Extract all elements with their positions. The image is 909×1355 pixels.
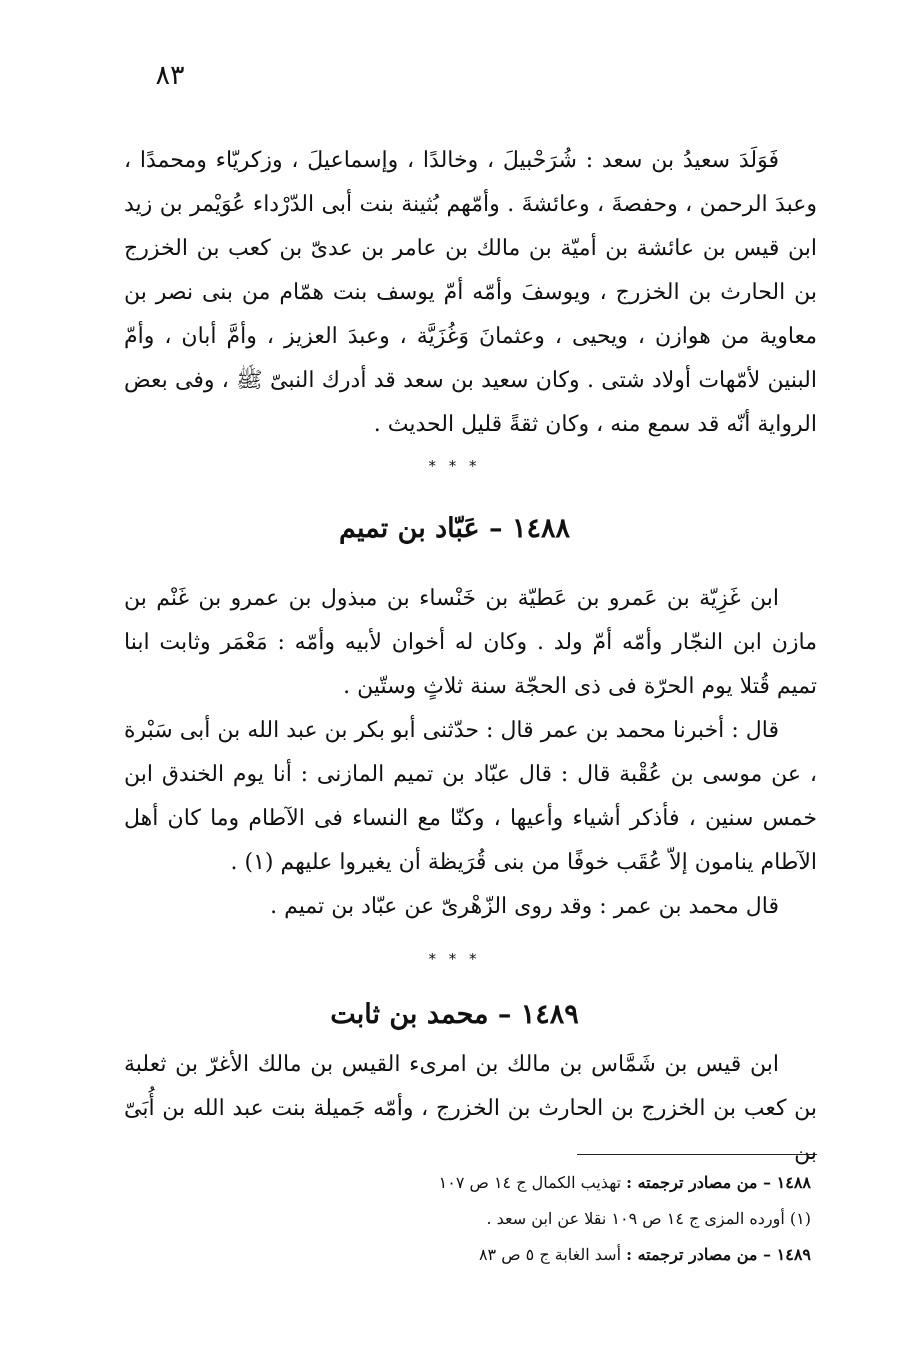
paragraph-text: قال محمد بن عمر : وقد روى الزّهْرىّ عن عبّاد بن تميم . [270, 894, 779, 919]
section-separator: * * * [428, 457, 481, 475]
paragraph-abbad-zuhri [124, 885, 817, 929]
entry-heading-1489: ١٤٨٩ – محمد بن ثابت [330, 999, 579, 1030]
footnote-1489 [124, 1237, 811, 1273]
paragraph-text: ابن غَزِيّة بن عَمرو بن عَطيّة بن خَنْساء بن مبذول بن عمرو بن غَنْم بن مازن ابن النجّار وأمّه أمّ ولد . وكان له أخوان لأبيه وأمّه : مَعْمَر وثابت ابنا تميم قُتلا يوم الحرّة فى ذى الحجّة سنة ثلاثٍ وستّين . [124, 586, 817, 699]
footnotes [124, 1165, 811, 1273]
footnote-text: أسد الغابة ج ٥ ص ٨٣ [478, 1245, 627, 1264]
footnote-1488 [124, 1165, 811, 1201]
paragraph-muhammad-lineage [124, 1043, 817, 1175]
paragraph-text: قال : أخبرنا محمد بن عمر قال : حدّثنى أبو بكر بن عبد الله بن أبى سَبْرة ، عن موسى بن عُقْبة قال : قال عبّاد بن تميم المازنى : أنا يوم الخندق ابن خمس سنين ، فأذكر أشياء وأعيها ، وكنّا مع النساء فى الآطام وما كان أهل الآطام ينامون إلاّ عُقَب خوفًا من بنى قُرَيظة أن يغيروا عليهم (١) . [124, 718, 817, 875]
section-separator: * * * [428, 950, 481, 968]
paragraph-text: ابن قيس بن شَمَّاس بن مالك بن امرىء القيس بن مالك الأغرّ بن ثعلبة بن كعب بن الخزرج بن الحارث بن الخزرج ، وأمّه جَميلة بنت عبد الله بن أُبَىّ بن [124, 1052, 817, 1165]
paragraph-abbad-narration [124, 709, 817, 885]
footnote-label: ١٤٨٨ – من مصادر ترجمته : [626, 1173, 811, 1192]
footnote-divider [577, 1154, 817, 1155]
footnote-1 [124, 1201, 811, 1237]
entry-heading-1488: ١٤٨٨ – عَبّاد بن تميم [339, 513, 570, 544]
paragraph-text: فَوَلَدَ سعيدُ بن سعد : شُرَحْبيلَ ، وخالدًا ، وإسماعيلَ ، وزكريّاء ومحمدًا ، وعبدَ الرحمن ، وحفصةَ ، وعائشةَ . وأمّهم بُثينة بنت أبى الدّرْداء عُوَيْمر بن زيد ابن قيس بن عائشة بن أميّة بن مالك بن عامر بن عدىّ بن كعب بن الخزرج بن الحارث بن الخزرج ، ويوسفَ وأمّه أمّ يوسف بنت همّام من بنى نصر بن معاوية من هوازن ، ويحيى ، وعثمانَ وَغُزَيَّة ، وعبدَ العزيز ، وأمَّ أبان ، وأمّ البنين لأمّهات أولاد شتى . وكان سعيد بن سعد قد أدرك النبىّ ﷺ ، وفى بعض الرواية أنّه قد سمع منه ، وكان ثقةً قليل الحديث . [124, 148, 817, 437]
paragraph-abbad-lineage [124, 577, 817, 709]
paragraph-sons-of-said [124, 139, 817, 447]
footnote-text: تهذيب الكمال ج ١٤ ص ١٠٧ [438, 1173, 627, 1192]
page-number: ٨٣ [155, 60, 185, 91]
footnote-label: ١٤٨٩ – من مصادر ترجمته : [626, 1245, 811, 1264]
footnote-text: (١) أورده المزى ج ١٤ ص ١٠٩ نقلا عن ابن سعد . [486, 1209, 811, 1228]
